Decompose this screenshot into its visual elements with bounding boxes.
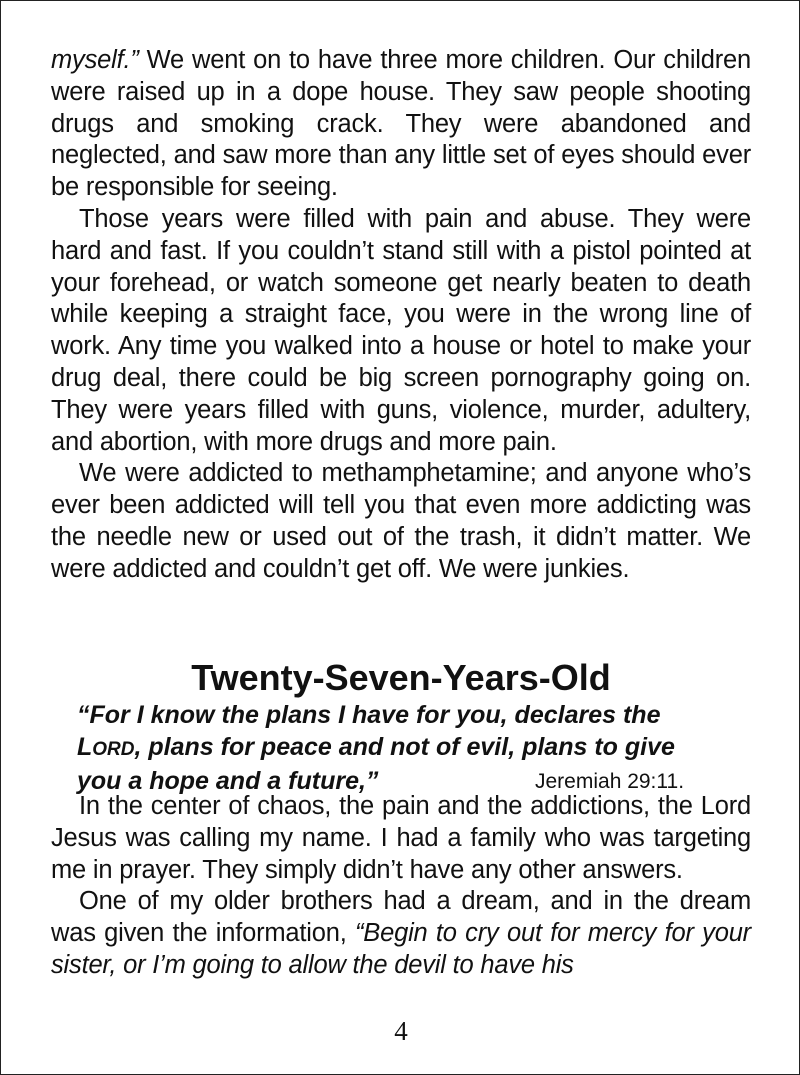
section-heading: Twenty-Seven-Years-Old — [191, 657, 611, 698]
quote-fragment: myself.” — [51, 46, 139, 74]
lord-small-caps: ORD — [92, 738, 135, 760]
paragraph-1-text: We went on to have three more children. Our children were raised up in a dope house. They saw people shooting drugs and smoking crack. They were abandoned and neglected, and saw more than any little set of eyes should ever be responsible for seeing. — [51, 46, 751, 202]
verse-line-2-text: , plans for peace and not of evil, plans to give — [134, 732, 675, 761]
verse-line-1: “For I know the plans I have for you, declares the — [77, 701, 661, 729]
paragraph-5 — [51, 886, 751, 981]
page-number: 4 — [394, 1016, 408, 1046]
verse-line-3-text: you a hope and a future,” — [77, 766, 379, 795]
verse-reference: Jeremiah 29:11. — [535, 769, 685, 793]
body-text-bottom — [51, 791, 751, 982]
body-text-top — [51, 45, 751, 586]
paragraph-2: Those years were filled with pain and abuse. They were hard and fast. If you couldn’t stand still with a pistol pointed at your forehead, or watch someone get nearly beaten to death while keeping a straight face, you were in the wrong line of work. Any time you walked into a house or hotel to make your drug deal, there could be big screen pornography going on. They were years filled with guns, violence, murder, adultery, and abortion, with more drugs and more pain. — [51, 204, 751, 456]
scripture-verse — [77, 700, 751, 797]
paragraph-3: We were addicted to methamphetamine; and anyone who’s ever been addicted will tell you that even more addicting was the needle new or used out of the trash, it didn’t matter. We were addicted and couldn’t get off. We were junkies. — [51, 459, 751, 583]
lord-initial: L — [77, 732, 93, 761]
paragraph-5-text: One of my older brothers had a dream, and in the dream was given the information, — [51, 887, 751, 948]
paragraph-5-quote: “Begin to cry out for mercy for your sister, or I’m going to allow the devil to have his — [51, 919, 751, 979]
verse-line-2 — [77, 732, 751, 766]
paragraph-4: In the center of chaos, the pain and the addictions, the Lord Jesus was calling my name. I had a family who was targeting me in prayer. They simply didn’t have any other answers. — [51, 792, 751, 884]
paragraph-1 — [51, 45, 751, 204]
